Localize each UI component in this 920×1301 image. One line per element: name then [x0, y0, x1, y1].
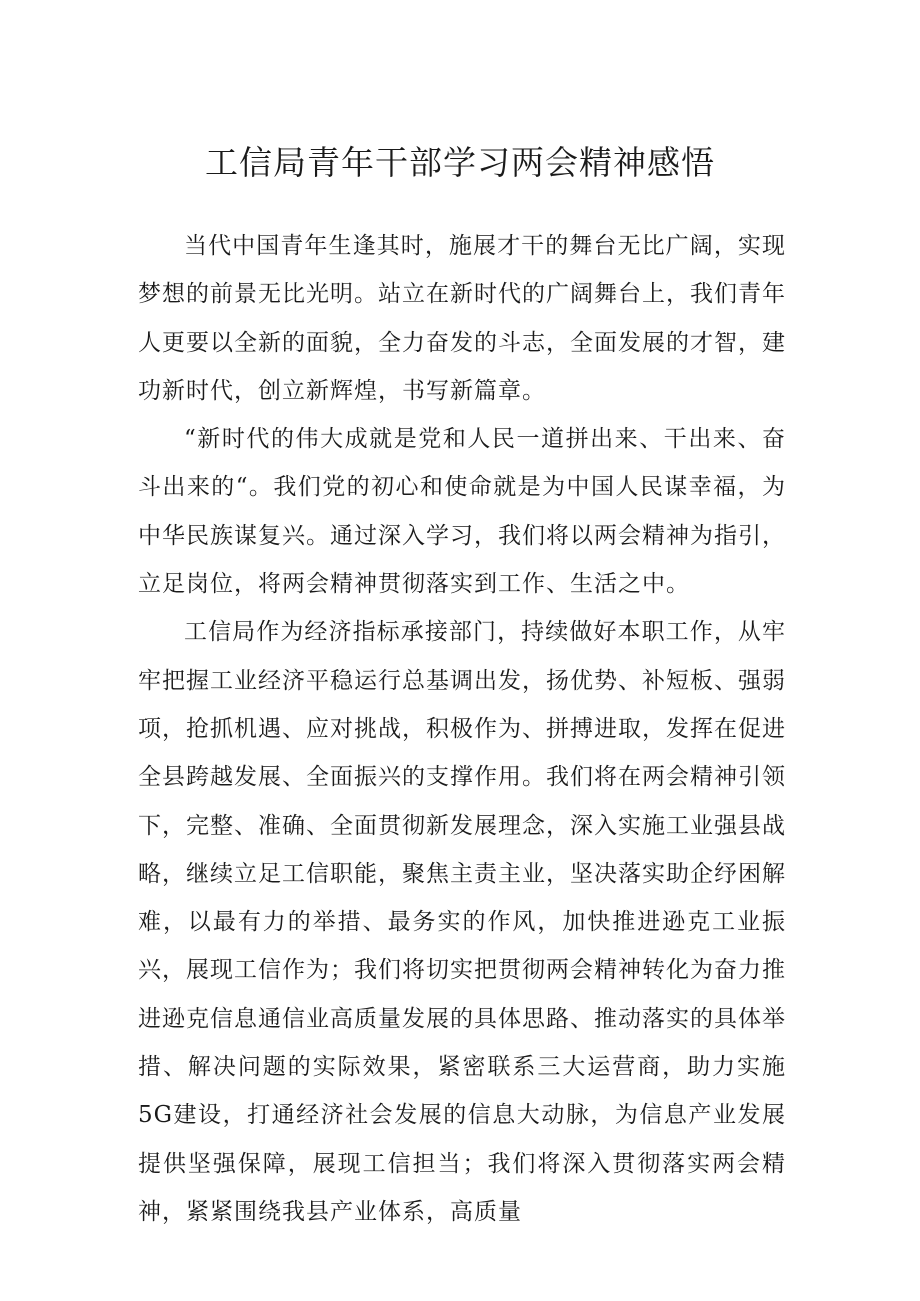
document-body [138, 222, 786, 1236]
paragraph-2: “新时代的伟大成就是党和人民一道拼出来、干出来、奋斗出来的“。我们党的初心和使命就是为中国人民谋幸福，为中华民族谋复兴。通过深入学习，我们将以两会精神为指引，立足岗位，将两会精神贯彻落实到工作、生活之中。 [138, 426, 786, 598]
paragraph-1: 当代中国青年生逢其时，施展才干的舞台无比广阔，实现梦想的前景无比光明。站立在新时代的广阔舞台上，我们青年人更要以全新的面貌，全力奋发的斗志，全面发展的才智，建功新时代，创立新辉煌，书写新篇章。 [138, 233, 786, 404]
document-title: 工信局青年干部学习两会精神感悟 [205, 143, 715, 182]
paragraph-3: 工信局作为经济指标承接部门，持续做好本职工作，从牢牢把握工业经济平稳运行总基调出发，扬优势、补短板、强弱项，抢抓机遇、应对挑战，积极作为、拼搏进取，发挥在促进全县跨越发展、全面振兴的支撑作用。我们将在两会精神引领下，完整、准确、全面贯彻新发展理念，深入实施工业强县战略，继续立足工信职能，聚焦主责主业，坚决落实助企纾困解难，以最有力的举措、最务实的作风，加快推进逊克工业振兴，展现工信作为；我们将切实把贯彻两会精神转化为奋力推进逊克信息通信业高质量发展的具体思路、推动落实的具体举措、解决问题的实际效果，紧密联系三大运营商，助力实施5G建设，打通经济社会发展的信息大动脉，为信息产业发展提供坚强保障，展现工信担当；我们将深入贯彻落实两会精神，紧紧围绕我县产业体系，高质量 [138, 619, 786, 1225]
